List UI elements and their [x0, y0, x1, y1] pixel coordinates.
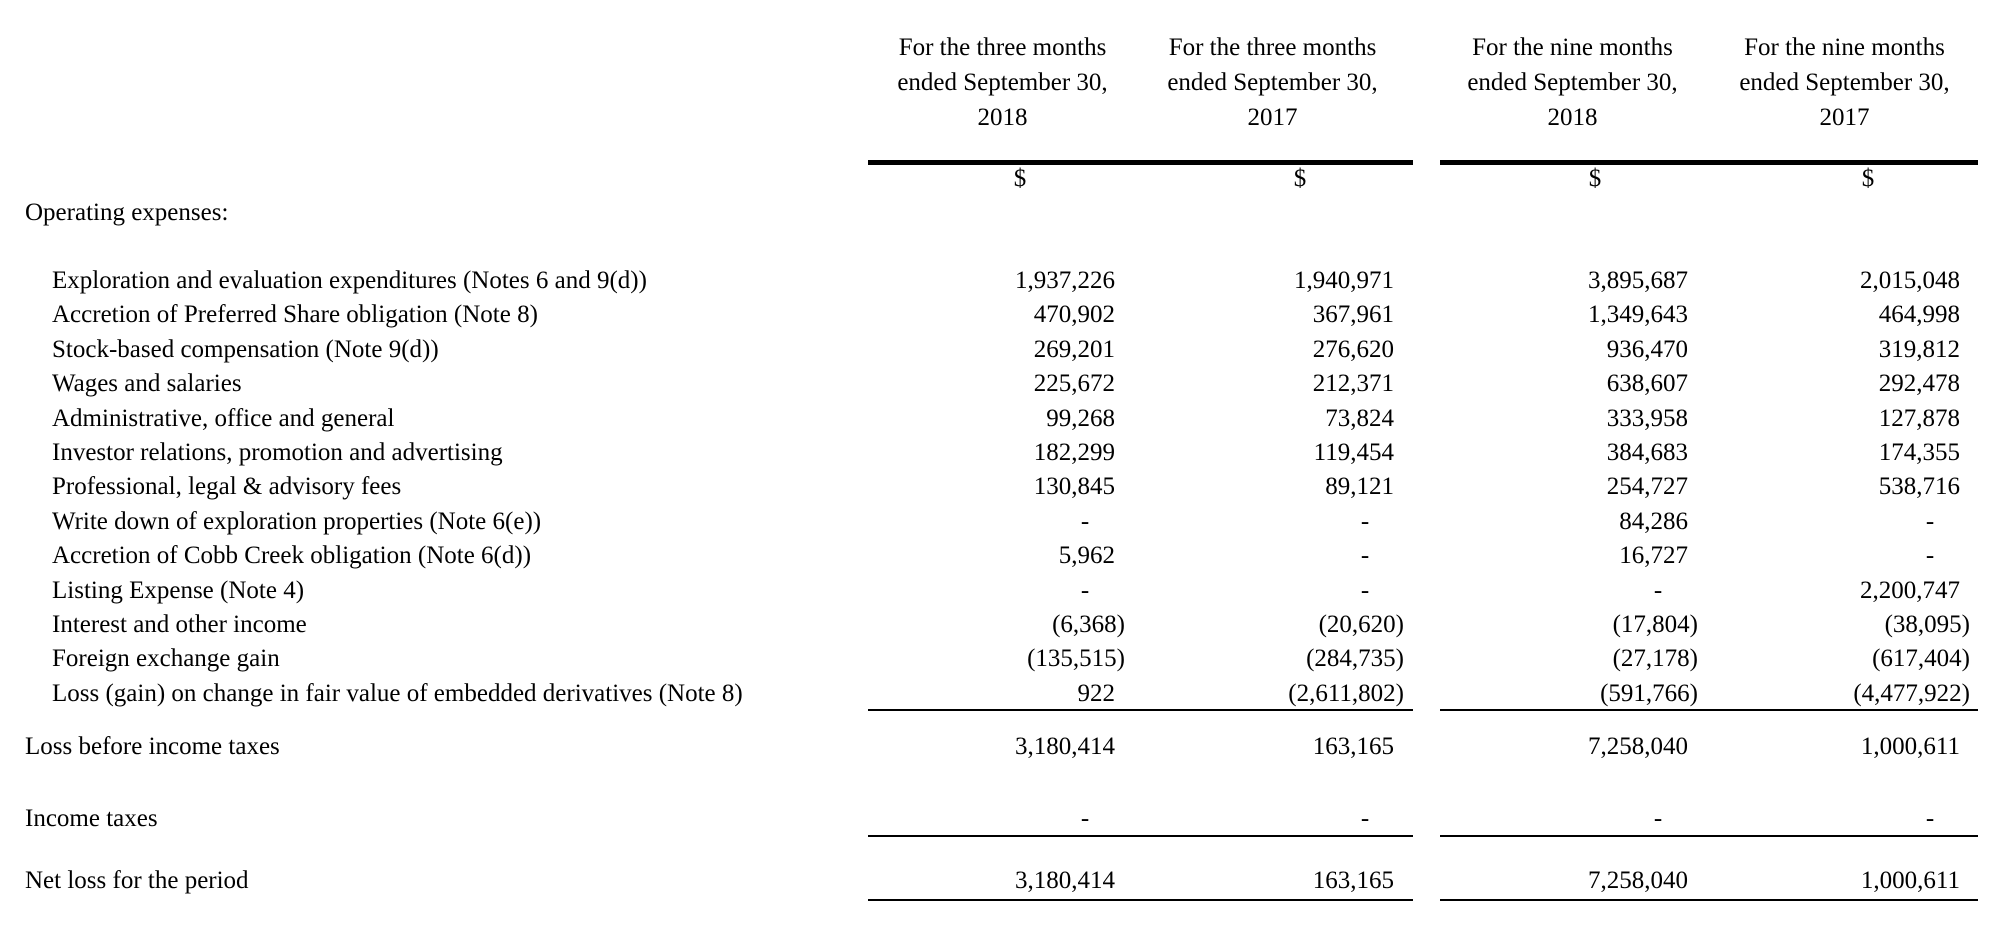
section-title: Operating expenses:	[25, 199, 229, 226]
income-taxes-value-4: -	[1925, 805, 1935, 832]
column-header-1-line2: ended September 30,	[897, 69, 1108, 96]
column-header-1-line3: 2018	[977, 104, 1028, 131]
row-value-col-1: -	[1080, 508, 1090, 535]
subtotal-rule-nine-months	[1440, 709, 1978, 711]
column-header-3	[1440, 30, 1705, 135]
row-label: Listing Expense (Note 4)	[52, 577, 305, 604]
row-value-col-2: 73,824	[1325, 405, 1394, 432]
unit-col-4: $	[1861, 165, 1875, 192]
row-label: Administrative, office and general	[52, 405, 395, 432]
row-label: Exploration and evaluation expenditures (Notes 6 and 9(d))	[52, 267, 647, 294]
row-value-col-2: 212,371	[1312, 370, 1394, 397]
row-value-col-4: (617,404)	[1872, 645, 1970, 672]
net-loss-value-2: 163,165	[1312, 867, 1394, 894]
row-value-col-2: -	[1360, 508, 1370, 535]
row-value-col-4: 538,716	[1878, 473, 1960, 500]
row-value-col-4: 174,355	[1878, 439, 1960, 466]
row-value-col-2: 276,620	[1312, 336, 1394, 363]
row-value-col-1: 5,962	[1058, 542, 1115, 569]
column-header-4-line2: ended September 30,	[1739, 69, 1950, 96]
row-label: Wages and salaries	[52, 370, 242, 397]
row-value-col-3: (17,804)	[1612, 611, 1698, 638]
unit-col-1: $	[1013, 165, 1027, 192]
row-value-col-2: (2,611,802)	[1288, 680, 1404, 707]
row-value-col-1: 1,937,226	[1015, 267, 1115, 294]
row-label: Accretion of Preferred Share obligation (Note 8)	[52, 301, 538, 328]
column-header-4-line1: For the nine months	[1744, 34, 1945, 61]
net-rule-three-months	[868, 835, 1413, 837]
income-taxes-value-3: -	[1653, 805, 1663, 832]
row-value-col-1: 130,845	[1033, 473, 1115, 500]
row-label: Professional, legal & advisory fees	[52, 473, 402, 500]
loss-before-taxes-value-2: 163,165	[1312, 733, 1394, 760]
row-value-col-3: 638,607	[1606, 370, 1688, 397]
row-value-col-4: -	[1925, 508, 1935, 535]
row-value-col-4: 464,998	[1878, 301, 1960, 328]
row-value-col-2: -	[1360, 542, 1370, 569]
column-header-3-line1: For the nine months	[1472, 34, 1673, 61]
row-value-col-4: (38,095)	[1884, 611, 1970, 638]
unit-col-3: $	[1588, 165, 1602, 192]
row-value-col-2: -	[1360, 577, 1370, 604]
row-value-col-2: 119,454	[1313, 439, 1394, 466]
column-header-1	[870, 30, 1135, 135]
row-label: Foreign exchange gain	[52, 645, 280, 672]
column-header-4-line3: 2017	[1819, 104, 1870, 131]
row-value-col-1: (135,515)	[1027, 645, 1125, 672]
loss-before-taxes-label: Loss before income taxes	[25, 733, 280, 760]
row-value-col-1: 225,672	[1033, 370, 1115, 397]
row-value-col-3: 384,683	[1606, 439, 1688, 466]
column-header-2-line3: 2017	[1247, 104, 1298, 131]
net-loss-label: Net loss for the period	[25, 867, 249, 894]
net-rule-nine-months	[1440, 835, 1978, 837]
loss-before-taxes-value-1: 3,180,414	[1015, 733, 1115, 760]
net-loss-value-3: 7,258,040	[1588, 867, 1688, 894]
row-label: Interest and other income	[52, 611, 307, 638]
row-value-col-3: (27,178)	[1612, 645, 1698, 672]
column-header-3-line3: 2018	[1547, 104, 1598, 131]
column-header-4	[1712, 30, 1977, 135]
row-value-col-2: 367,961	[1312, 301, 1394, 328]
row-label: Stock-based compensation (Note 9(d))	[52, 336, 439, 363]
loss-before-taxes-value-4: 1,000,611	[1860, 733, 1960, 760]
row-value-col-4: -	[1925, 542, 1935, 569]
row-value-col-3: 3,895,687	[1588, 267, 1688, 294]
column-header-2	[1140, 30, 1405, 135]
row-label: Write down of exploration properties (Note 6(e))	[52, 508, 542, 535]
row-value-col-3: 936,470	[1606, 336, 1688, 363]
row-value-col-4: (4,477,922)	[1853, 680, 1970, 707]
subtotal-rule-three-months	[868, 709, 1413, 711]
row-value-col-2: 1,940,971	[1294, 267, 1394, 294]
row-value-col-3: 84,286	[1619, 508, 1688, 535]
row-value-col-2: 89,121	[1325, 473, 1394, 500]
row-value-col-1: 99,268	[1046, 405, 1115, 432]
row-label: Investor relations, promotion and advertising	[52, 439, 503, 466]
row-value-col-4: 2,015,048	[1860, 267, 1960, 294]
row-value-col-1: 269,201	[1033, 336, 1115, 363]
row-value-col-2: (284,735)	[1306, 645, 1404, 672]
row-value-col-3: 333,958	[1606, 405, 1688, 432]
row-value-col-2: (20,620)	[1318, 611, 1404, 638]
row-value-col-3: 1,349,643	[1588, 301, 1688, 328]
row-value-col-1: 922	[1077, 680, 1115, 707]
column-header-2-line2: ended September 30,	[1167, 69, 1378, 96]
row-value-col-1: (6,368)	[1052, 611, 1125, 638]
loss-before-taxes-value-3: 7,258,040	[1588, 733, 1688, 760]
row-value-col-4: 319,812	[1878, 336, 1960, 363]
income-taxes-value-1: -	[1080, 805, 1090, 832]
row-value-col-4: 292,478	[1878, 370, 1960, 397]
row-value-col-3: 16,727	[1619, 542, 1688, 569]
row-label: Accretion of Cobb Creek obligation (Note 6(d))	[52, 542, 532, 569]
column-header-2-line1: For the three months	[1168, 34, 1377, 61]
row-value-col-3: 254,727	[1606, 473, 1688, 500]
row-value-col-4: 2,200,747	[1860, 577, 1960, 604]
column-header-3-line2: ended September 30,	[1467, 69, 1678, 96]
net-loss-value-4: 1,000,611	[1860, 867, 1960, 894]
income-taxes-value-2: -	[1360, 805, 1370, 832]
net-loss-value-1: 3,180,414	[1015, 867, 1115, 894]
row-value-col-1: 182,299	[1033, 439, 1115, 466]
unit-col-2: $	[1293, 165, 1307, 192]
row-value-col-4: 127,878	[1878, 405, 1960, 432]
row-label: Loss (gain) on change in fair value of embedded derivatives (Note 8)	[52, 680, 743, 707]
header-rule-three-months	[868, 160, 1413, 165]
row-value-col-1: -	[1080, 577, 1090, 604]
income-taxes-label: Income taxes	[25, 805, 158, 832]
total-rule-three-months	[868, 899, 1413, 901]
row-value-col-3: (591,766)	[1600, 680, 1698, 707]
total-rule-nine-months	[1440, 899, 1978, 901]
column-header-1-line1: For the three months	[898, 34, 1107, 61]
row-value-col-3: -	[1653, 577, 1663, 604]
row-value-col-1: 470,902	[1033, 301, 1115, 328]
